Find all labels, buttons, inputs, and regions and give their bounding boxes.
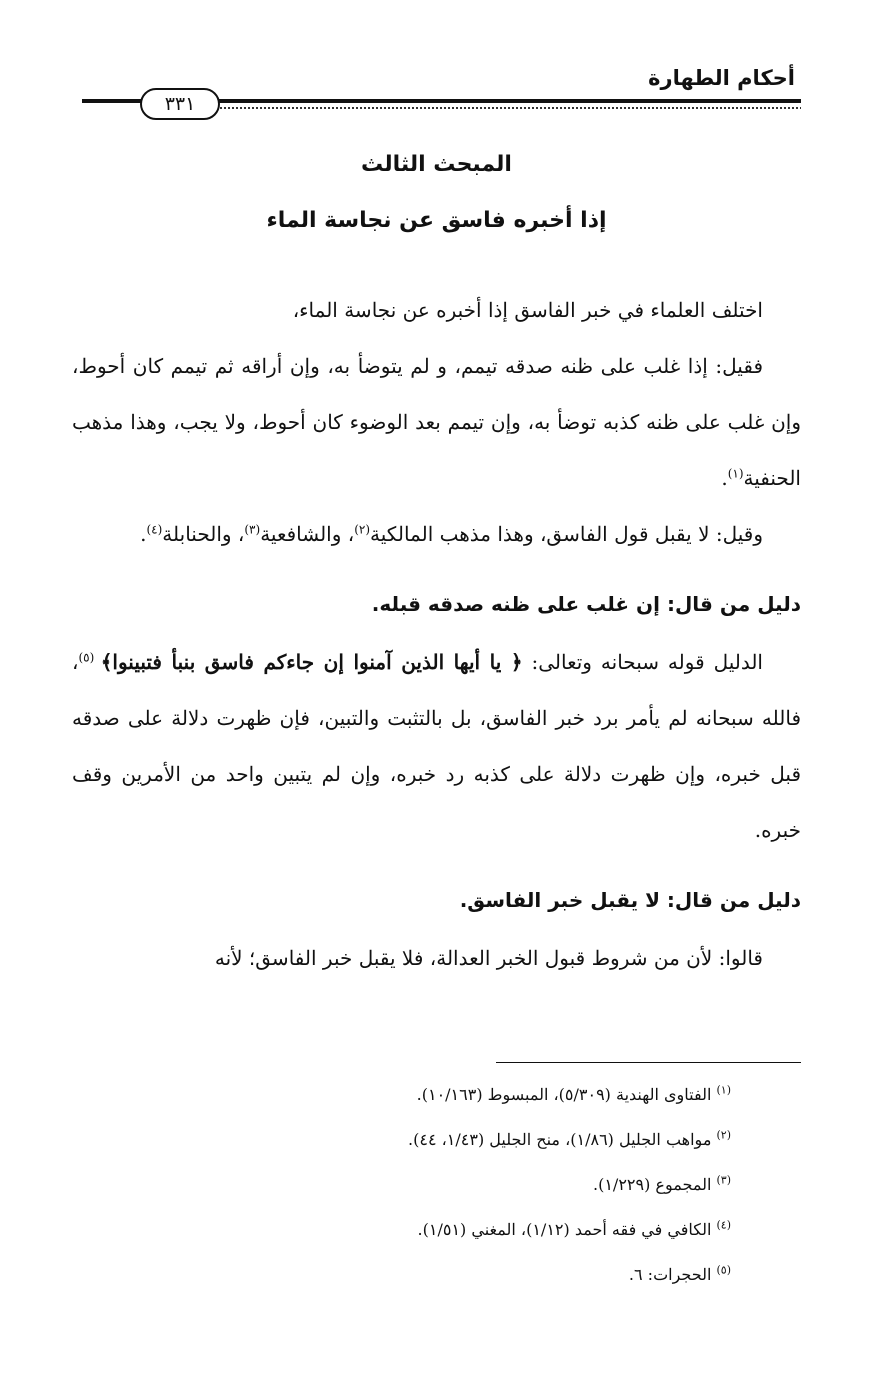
quran-verse: ﴿ يا أيها الذين آمنوا إن جاءكم فاسق بنبأ فتبينوا﴾ (100, 650, 523, 674)
paragraph-2 (72, 338, 801, 506)
paragraph-3-end: . (140, 522, 147, 546)
paragraph-2-end: . (721, 466, 728, 490)
footnote-1 (72, 1072, 731, 1117)
footnote-marker-4: (٤) (716, 1218, 731, 1232)
footnote-3 (72, 1162, 731, 1207)
paragraph-1: اختلف العلماء في خبر الفاسق إذا أخبره عن نجاسة الماء، (292, 298, 763, 322)
footnote-ref-5: (٥) (78, 650, 101, 665)
footnote-2 (72, 1117, 731, 1162)
footnote-marker-1: (١) (716, 1083, 731, 1097)
footnote-text-4: الكافي في فقه أحمد (١/١٢)، المغني (١/٥١). (417, 1220, 712, 1239)
section-heading-2: دليل من قال: لا يقبل خبر الفاسق. (459, 888, 801, 912)
footnote-ref-2: (٢) (354, 522, 371, 537)
footnote-ref-3: (٣) (244, 522, 261, 537)
footnote-marker-3: (٣) (716, 1173, 731, 1187)
footnote-separator (496, 1062, 801, 1063)
running-title: أحكام الطهارة (648, 66, 795, 90)
paragraph-3-text-b: ، والشافعية (260, 522, 355, 546)
footnote-4 (72, 1207, 731, 1252)
chapter-subheading: إذا أخبره فاسق عن نجاسة الماء (266, 208, 607, 233)
paragraph-4 (72, 634, 801, 858)
paragraph-3 (72, 506, 801, 562)
footnote-text-2: مواهب الجليل (١/٨٦)، منح الجليل (١/٤٣، ٤٤). (408, 1130, 712, 1149)
footnote-5 (72, 1252, 731, 1297)
footnote-marker-5: (٥) (716, 1263, 731, 1277)
paragraph-3-text-c: ، والحنابلة (162, 522, 245, 546)
header-rule-thin (220, 107, 801, 109)
footnotes (72, 1072, 731, 1297)
paragraph-4-text-a: الدليل قوله سبحانه وتعالى: (522, 650, 763, 674)
section-heading-1: دليل من قال: إن غلب على ظنه صدقه قبله. (371, 592, 801, 616)
paragraph-4-text-b: ، فالله سبحانه لم يأمر برد خبر الفاسق، بل بالتثبت والتبين، فإن ظهرت دلالة على صدقه قبل خبره، وإن ظهرت دلالة على كذبه رد خبره، وإن لم يتبين واحد من الأمرين وقف خبره. (72, 650, 802, 842)
footnote-ref-1: (١) (727, 466, 744, 481)
footnote-text-5: الحجرات: ٦. (628, 1265, 712, 1284)
paragraph-2-text: فقيل: إذا غلب على ظنه صدقه تيمم، و لم يتوضأ به، وإن أراقه ثم تيمم كان أحوط، وإن غلب على ظنه كذبه توضأ به، وإن تيمم بعد الوضوء كان أحوط، ولا يجب، وهذا مذهب الحنفية (72, 354, 801, 490)
page-number: ٣٣١ (140, 88, 220, 120)
chapter-heading: المبحث الثالث (361, 152, 512, 177)
footnote-ref-4: (٤) (146, 522, 163, 537)
paragraph-3-text-a: وقيل: لا يقبل قول الفاسق، وهذا مذهب المالكية (370, 522, 763, 546)
paragraph-5: قالوا: لأن من شروط قبول الخبر العدالة، فلا يقبل خبر الفاسق؛ لأنه (214, 946, 763, 970)
footnote-text-1: الفتاوى الهندية (٥/٣٠٩)، المبسوط (١٠/١٦٣). (416, 1085, 712, 1104)
footnote-marker-2: (٢) (716, 1128, 731, 1142)
body-text (72, 282, 801, 986)
footnote-text-3: المجموع (١/٢٢٩). (593, 1175, 712, 1194)
